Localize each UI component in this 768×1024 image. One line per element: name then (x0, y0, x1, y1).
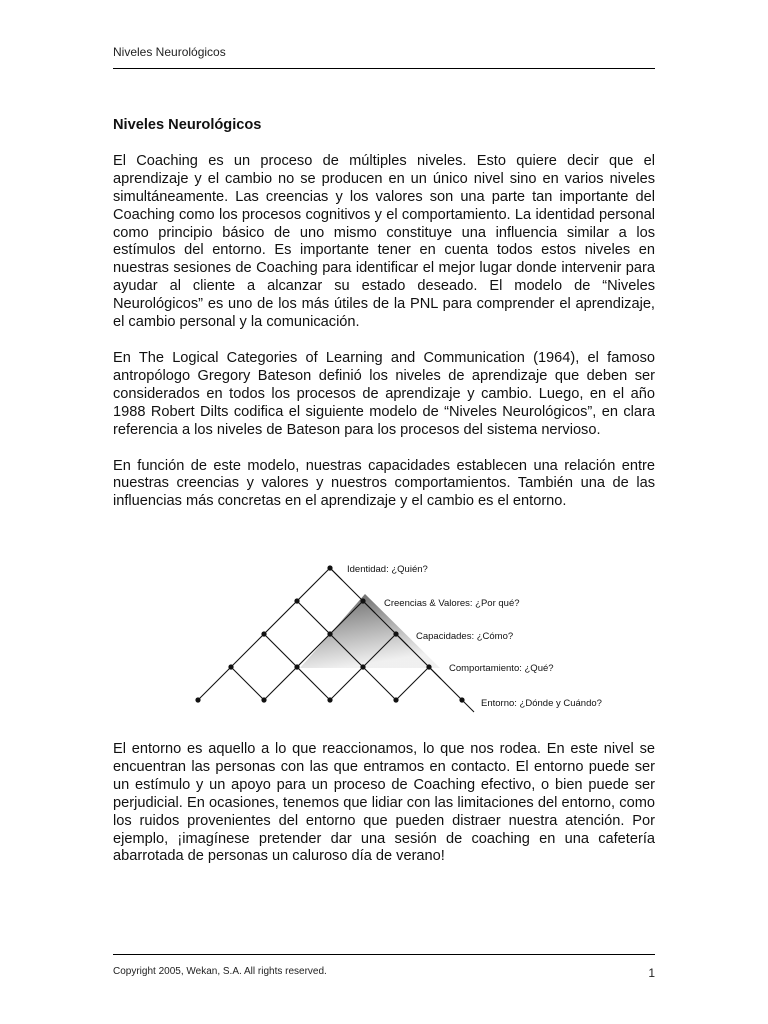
lattice-node (360, 598, 365, 603)
lattice-node (426, 664, 431, 669)
body-text-after-figure (113, 741, 655, 884)
lattice-node (393, 631, 398, 636)
footer-copyright: Copyright 2005, Wekan, S.A. All rights reserved. (113, 966, 327, 977)
lattice-node (195, 697, 200, 702)
paragraph-1: El Coaching es un proceso de múltiples niveles. Esto quiere decir que el aprendizaje y el cambio no se producen en un único nivel sino en varios niveles simultáneamente. Las creencias y los valores son una parte tan importante del Coaching como los procesos cognitivos y el comportamiento. La identidad personal como principio básico de uno mismo constituye una influencia similar a los estímulos del entorno. Es importante tener en cuenta todos estos niveles en nuestras sesiones de Coaching para identificar el mejor lugar donde intervenir para ayudar al cliente a alcanzar su estado deseado. El modelo de “Niveles Neurológicos” es uno de los más útiles de la PNL para comprender el aprendizaje, el cambio personal y la comunicación. (113, 152, 655, 331)
lattice-node (459, 697, 464, 702)
lattice-line (396, 667, 429, 700)
lattice-node (228, 664, 233, 669)
paragraph-3: En función de este modelo, nuestras capacidades establecen una relación entre nuestras creencias y valores y nuestros comportamientos. También una de las influencias más concretas en el aprendizaje y el cambio es el entorno. (113, 457, 655, 510)
neurological-levels-diagram (190, 556, 650, 716)
level-label-capacidades: Capacidades: ¿Cómo? (416, 631, 514, 642)
page-number: 1 (648, 966, 655, 980)
footer-rule (113, 954, 655, 955)
pyramid-svg (190, 556, 650, 716)
lattice-node (294, 598, 299, 603)
lattice-node (360, 664, 365, 669)
paragraph-2: En The Logical Categories of Learning and Communication (1964), el famoso antropólogo Gregory Bateson definió los niveles de aprendizaje que deben ser considerados en todos los procesos de aprendizaje y cambio. Luego, en el año 1988 Robert Dilts codifica el siguiente modelo de “Niveles Neurológicos”, en clara referencia a los niveles de Bateson para los procesos del sistema nervioso. (113, 349, 655, 438)
level-label-creencias: Creencias & Valores: ¿Por qué? (384, 598, 520, 609)
level-label-entorno: Entorno: ¿Dónde y Cuándo? (481, 698, 602, 709)
lattice-node (393, 697, 398, 702)
level-label-comportamiento: Comportamiento: ¿Qué? (449, 663, 554, 674)
lattice-node (327, 565, 332, 570)
lattice-line (231, 667, 264, 700)
paragraph-4: El entorno es aquello a lo que reaccionamos, lo que nos rodea. En este nivel se encuentran las personas con las que entramos en contacto. El entorno puede ser un estímulo y un apoyo para un proceso de Coaching efectivo, o bien puede ser perjudicial. En ocasiones, tenemos que lidiar con las limitaciones del entorno, como los ruidos provenientes del entorno que pueden distraer nuestra atención. Por ejemplo, ¡imagínese pretender dar una sesión de coaching en una cafetería abarrotada de personas un caluroso día de verano! (113, 741, 655, 865)
lattice-node (294, 664, 299, 669)
lattice-node (327, 631, 332, 636)
running-header: Niveles Neurológicos (113, 45, 226, 59)
lattice-node (261, 697, 266, 702)
level-label-identidad: Identidad: ¿Quién? (347, 564, 428, 575)
body-text (113, 117, 655, 529)
header-rule (113, 68, 655, 69)
lattice-node (261, 631, 266, 636)
section-title: Niveles Neurológicos (113, 117, 262, 133)
lattice-node (327, 697, 332, 702)
